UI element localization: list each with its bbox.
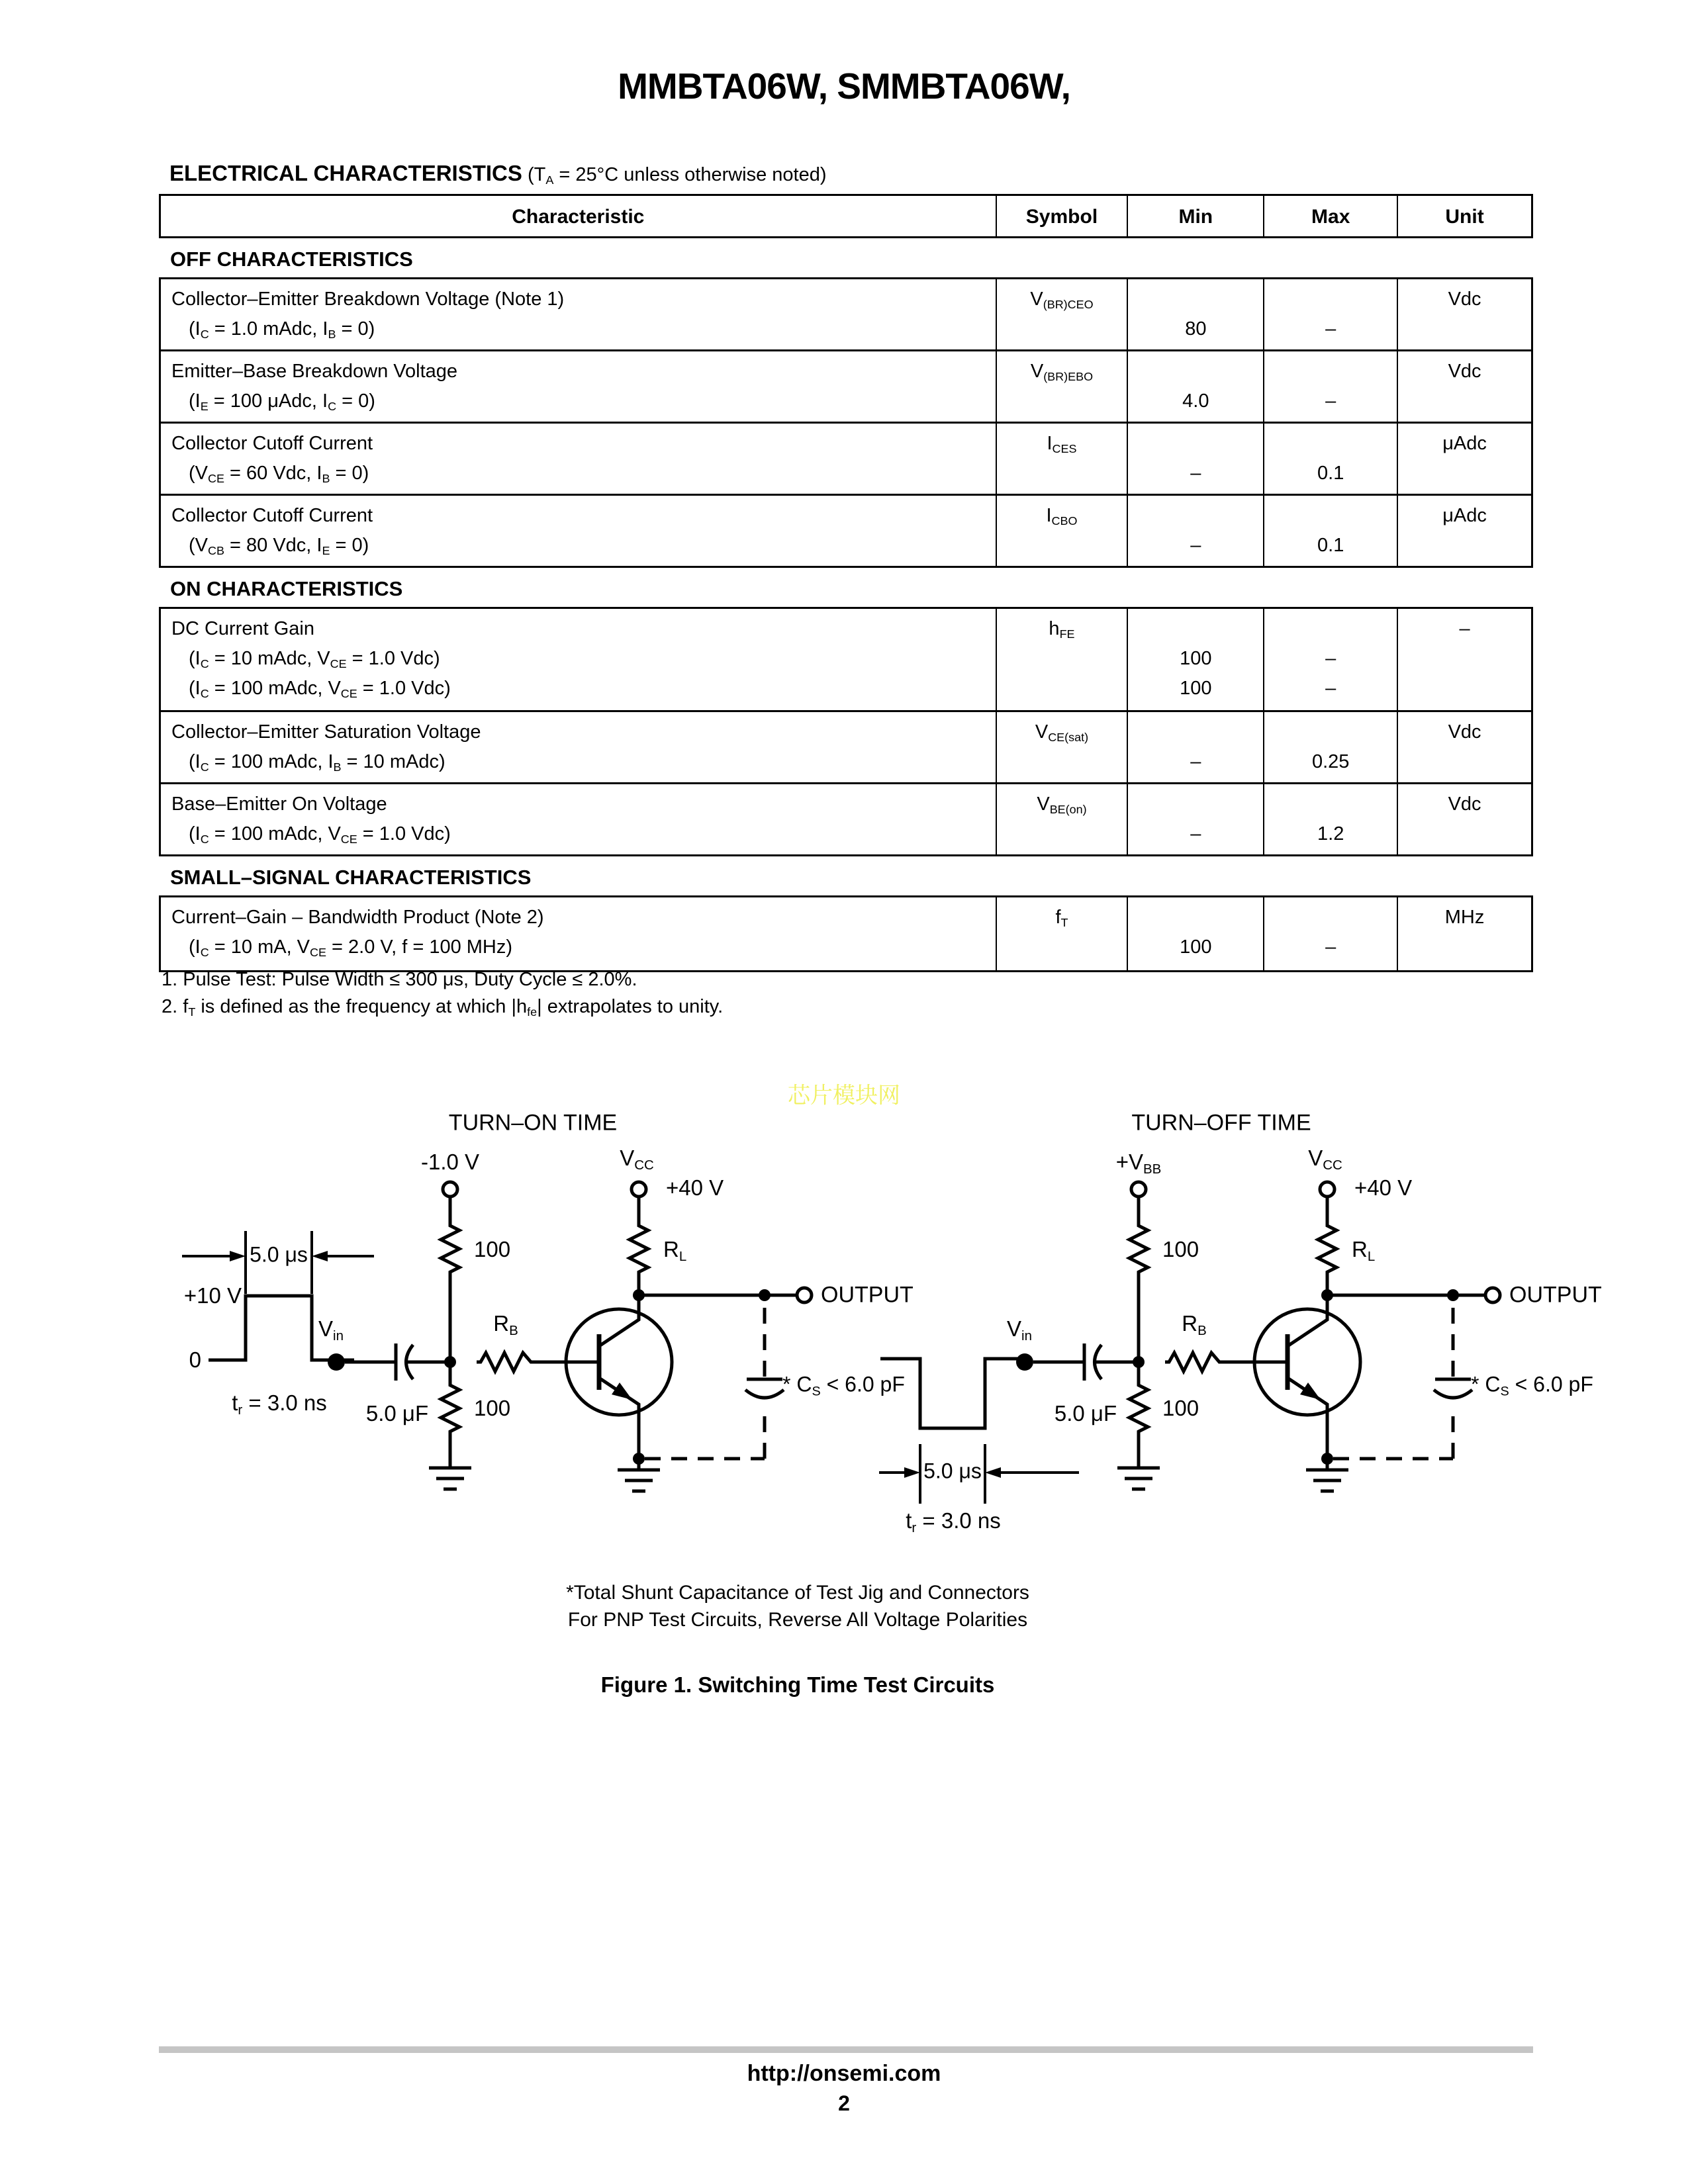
pulse-high-label: +10 V <box>183 1283 242 1308</box>
symbol: $f_T$ <box>996 897 1127 970</box>
vcc-label: $V_{CC}$ <box>1308 1146 1342 1173</box>
unit: Vdc <box>1397 351 1531 422</box>
base-resistor <box>1165 1353 1225 1371</box>
note-line: 2. $f_T$ is defined as the frequency at which $|h_{fe}|$ extrapolates to unity. <box>162 996 724 1019</box>
rl-label: $R_L$ <box>663 1237 687 1264</box>
bias-supply-label: -1.0 V <box>420 1150 480 1174</box>
caption-line: *Total Shunt Capacitance of Test Jig and Connectors <box>566 1582 1029 1604</box>
unit: – <box>1397 609 1531 710</box>
symbol: $V_{CE(sat)}$ <box>996 712 1127 782</box>
coupling-cap-label: 5.0 μF <box>1054 1401 1117 1426</box>
caption-line: For PNP Test Circuits, Reverse All Voltage Polarities <box>567 1609 1028 1631</box>
condition: ($I_E = 100$ μAdc, $I_C = 0$) <box>189 390 375 414</box>
max-value: 1.2 <box>1317 823 1344 844</box>
resistor-value-label: 100 <box>1162 1396 1199 1420</box>
heading-note: ($T_A = 25^\circ C$ unless otherwise noted) <box>527 164 827 187</box>
min-value: 100 <box>1180 648 1212 669</box>
ground-icon <box>429 1468 471 1489</box>
resistor-value-label: 100 <box>1162 1237 1199 1261</box>
unit: μAdc <box>1397 496 1531 566</box>
rl-label: $R_L$ <box>1352 1237 1376 1264</box>
characteristic: DC Current Gain <box>171 618 314 639</box>
bias-resistor-top <box>441 1221 459 1277</box>
circuit-title: TURN–ON TIME <box>448 1110 618 1136</box>
table-group-on <box>159 607 1533 856</box>
max-value: – <box>1325 390 1336 412</box>
max-value: – <box>1325 678 1336 699</box>
table-group-small-signal <box>159 895 1533 972</box>
electrical-characteristics-heading <box>169 161 827 186</box>
min-value: – <box>1190 823 1201 844</box>
rb-label: $R_B$ <box>1182 1311 1207 1338</box>
turn-off-test-circuit <box>854 1059 1602 1535</box>
coupling-cap-label: 5.0 μF <box>365 1401 429 1426</box>
ground-icon <box>1306 1470 1348 1491</box>
footer-divider <box>159 2046 1533 2053</box>
vcc-terminal <box>1320 1182 1335 1197</box>
table-notes <box>162 966 723 1021</box>
vin-label: $V_{in}$ <box>318 1316 344 1343</box>
bias-resistor-bottom <box>441 1381 459 1437</box>
condition: ($I_C = 100$ mAdc, $V_{CE} = 1.0$ Vdc) <box>189 823 451 846</box>
shunt-capacitor-branch <box>1333 1302 1472 1459</box>
onsemi-link[interactable]: http://onsemi.com <box>747 2061 941 2086</box>
rise-time-label: $t_r = 3.0$ ns <box>906 1508 1001 1535</box>
pulse-low-label: 0 <box>189 1347 201 1372</box>
max-value: 0.1 <box>1317 535 1344 556</box>
base-resistor <box>477 1353 536 1371</box>
symbol: $V_{(BR)CEO}$ <box>996 279 1127 349</box>
table-row <box>161 349 1531 422</box>
output-terminal <box>797 1288 812 1302</box>
min-value: – <box>1190 535 1201 556</box>
unit: Vdc <box>1397 784 1531 854</box>
page-title: MMBTA06W, SMMBTA06W, <box>618 66 1070 107</box>
min-value: 100 <box>1180 678 1212 699</box>
symbol: $I_{CBO}$ <box>996 496 1127 566</box>
characteristic: Base–Emitter On Voltage <box>171 794 387 815</box>
min-value: – <box>1190 463 1201 484</box>
characteristic: Collector–Emitter Breakdown Voltage (Note 1) <box>171 289 565 310</box>
condition: ($I_C = 100$ mAdc, $I_B = 10$ mAdc) <box>189 751 445 774</box>
resistor-value-label: 100 <box>474 1396 511 1420</box>
figure-caption <box>0 1579 1595 1633</box>
turn-on-test-circuit <box>165 1059 914 1535</box>
output-label: OUTPUT <box>821 1282 914 1308</box>
circuit-title: TURN–OFF TIME <box>1131 1110 1311 1136</box>
pulse-width-label: 5.0 μs <box>250 1242 308 1267</box>
bias-branch <box>429 1182 471 1489</box>
section-title-on: ON CHARACTERISTICS <box>170 577 403 600</box>
vin-terminal <box>1016 1353 1033 1371</box>
vin-terminal <box>328 1353 345 1371</box>
heading-text: ELECTRICAL CHARACTERISTICS <box>169 161 522 185</box>
bias-terminal <box>1131 1182 1146 1197</box>
shunt-cap-label: * $C_S < 6.0$ pF <box>1471 1372 1593 1399</box>
shunt-capacitor-branch <box>645 1302 784 1459</box>
symbol: $h_{FE}$ <box>996 609 1127 710</box>
unit: Vdc <box>1397 712 1531 782</box>
figure-title: Figure 1. Switching Time Test Circuits <box>600 1672 995 1697</box>
vcc-label: $V_{CC}$ <box>620 1146 654 1173</box>
column-header-max: Max <box>1263 196 1397 236</box>
unit: MHz <box>1397 897 1531 970</box>
section-title-small-signal: SMALL–SIGNAL CHARACTERISTICS <box>170 866 532 889</box>
shunt-cap-label: * $C_S < 6.0$ pF <box>782 1372 905 1399</box>
column-header-unit: Unit <box>1397 196 1531 236</box>
vcc-terminal <box>632 1182 646 1197</box>
condition: ($I_C = 1.0$ mAdc, $I_B = 0$) <box>189 318 375 341</box>
load-resistor <box>630 1221 648 1277</box>
characteristic: Collector Cutoff Current <box>171 505 373 526</box>
note-line: 1. Pulse Test: Pulse Width ≤ 300 μs, Duty Cycle ≤ 2.0%. <box>162 969 637 990</box>
load-resistor <box>1318 1221 1336 1277</box>
characteristics-table <box>159 194 1533 972</box>
watermark: 芯片模块网 <box>788 1083 900 1109</box>
min-value: 80 <box>1185 318 1207 340</box>
table-group-off <box>159 277 1533 568</box>
rb-label: $R_B$ <box>493 1311 518 1338</box>
condition: ($I_C = 10$ mAdc, $V_{CE} = 1.0$ Vdc) <box>189 648 440 671</box>
section-title-off: OFF CHARACTERISTICS <box>170 248 413 271</box>
characteristic: Collector Cutoff Current <box>171 433 373 454</box>
vcc-value-label: +40 V <box>666 1175 724 1200</box>
min-value: – <box>1190 751 1201 772</box>
table-row <box>161 609 1531 710</box>
max-value: 0.1 <box>1317 463 1344 484</box>
min-value: 4.0 <box>1182 390 1209 412</box>
input-branch <box>328 1343 536 1381</box>
symbol: $I_{CES}$ <box>996 424 1127 494</box>
condition: ($I_C = 10$ mA, $V_{CE} = 2.0$ V, f = 100 MHz) <box>189 936 513 960</box>
max-value: – <box>1325 936 1336 958</box>
condition: ($I_C = 100$ mAdc, $V_{CE} = 1.0$ Vdc) <box>189 678 451 701</box>
unit: μAdc <box>1397 424 1531 494</box>
ground-icon <box>1117 1468 1160 1489</box>
npn-transistor-icon <box>1225 1295 1360 1491</box>
column-header-symbol: Symbol <box>996 196 1127 236</box>
bias-terminal <box>443 1182 457 1197</box>
symbol: $V_{BE(on)}$ <box>996 784 1127 854</box>
npn-transistor-icon <box>536 1295 672 1491</box>
table-row <box>161 782 1531 854</box>
condition: ($V_{CE} = 60$ Vdc, $I_B = 0$) <box>189 463 369 486</box>
rise-time-label: $t_r = 3.0$ ns <box>232 1390 327 1418</box>
output-label: OUTPUT <box>1509 1282 1602 1308</box>
bias-resistor-bottom <box>1129 1381 1148 1437</box>
bias-resistor-top <box>1129 1221 1148 1277</box>
unit: Vdc <box>1397 279 1531 349</box>
input-branch <box>1016 1343 1225 1381</box>
table-header-row <box>161 196 1531 236</box>
condition: ($V_{CB} = 80$ Vdc, $I_E = 0$) <box>189 535 369 558</box>
vcc-value-label: +40 V <box>1354 1175 1413 1200</box>
resistor-value-label: 100 <box>474 1237 511 1261</box>
table-row <box>161 422 1531 494</box>
min-value: 100 <box>1180 936 1212 958</box>
table-row <box>161 279 1531 349</box>
max-value: – <box>1325 318 1336 340</box>
bias-branch <box>1117 1182 1160 1489</box>
footer-url <box>0 2061 1688 2087</box>
table-row <box>161 494 1531 566</box>
page-number: 2 <box>838 2091 850 2115</box>
pulse-width-label: 5.0 μs <box>923 1459 982 1483</box>
ground-icon <box>618 1470 660 1491</box>
column-header-min: Min <box>1127 196 1263 236</box>
table-row <box>161 710 1531 782</box>
max-value: – <box>1325 648 1336 669</box>
characteristic: Current–Gain – Bandwidth Product (Note 2) <box>171 907 544 928</box>
output-terminal <box>1485 1288 1500 1302</box>
table-row <box>161 897 1531 970</box>
characteristic: Collector–Emitter Saturation Voltage <box>171 721 481 743</box>
table-header-group <box>159 194 1533 238</box>
max-value: 0.25 <box>1311 751 1350 772</box>
vin-label: $V_{in}$ <box>1007 1316 1032 1343</box>
characteristic: Emitter–Base Breakdown Voltage <box>171 361 458 382</box>
symbol: $V_{(BR)EBO}$ <box>996 351 1127 422</box>
bias-supply-label: $+V_{BB}$ <box>1115 1150 1162 1177</box>
column-header-characteristic: Characteristic <box>512 206 645 228</box>
